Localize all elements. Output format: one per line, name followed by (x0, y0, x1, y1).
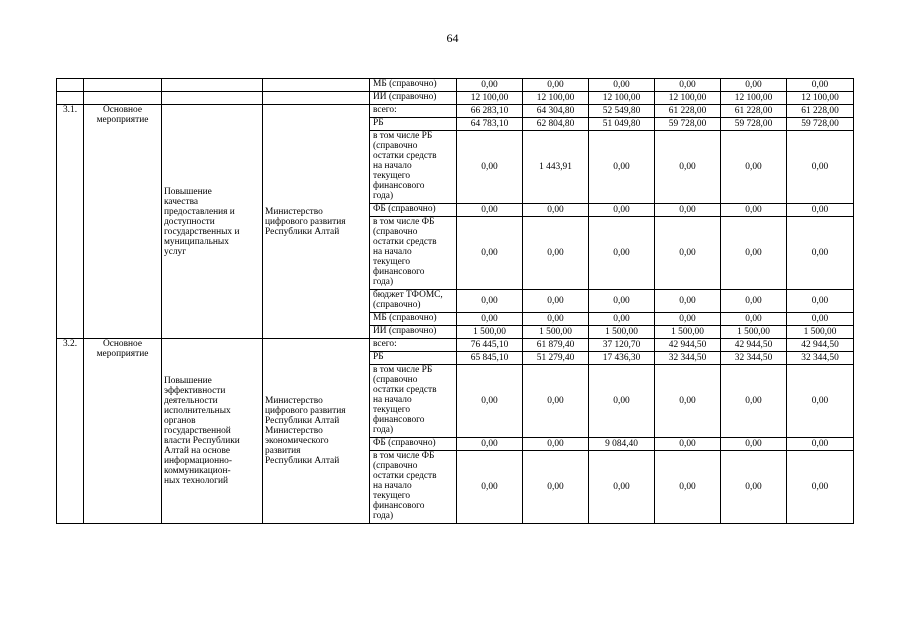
value-cell: 76 445,10 (457, 339, 523, 352)
value-cell: 0,00 (721, 79, 787, 92)
funding-source-cell: ФБ (справочно) (370, 204, 457, 217)
activity-type: Основное мероприятие (84, 105, 162, 339)
empty-cell (57, 92, 84, 105)
funding-source-cell: РБ (370, 352, 457, 365)
value-cell: 59 728,00 (721, 118, 787, 131)
value-cell: 0,00 (589, 313, 655, 326)
value-cell: 0,00 (589, 451, 655, 524)
value-cell: 0,00 (457, 217, 523, 290)
value-cell: 32 344,50 (787, 352, 854, 365)
value-cell: 0,00 (523, 217, 589, 290)
value-cell: 12 100,00 (457, 92, 523, 105)
activity-name: Повышение качества предоставления и доступности государственных и муниципальных услуг (162, 105, 263, 339)
value-cell: 0,00 (589, 365, 655, 438)
value-cell: 1 500,00 (721, 326, 787, 339)
value-cell: 0,00 (721, 290, 787, 313)
value-cell: 42 944,50 (787, 339, 854, 352)
value-cell: 0,00 (457, 365, 523, 438)
table-row (57, 339, 854, 352)
value-cell: 17 436,30 (589, 352, 655, 365)
value-cell: 61 879,40 (523, 339, 589, 352)
empty-cell (263, 79, 370, 92)
value-cell: 0,00 (787, 365, 854, 438)
funding-source-cell: МБ (справочно) (370, 313, 457, 326)
page-number: 64 (446, 31, 459, 45)
value-cell: 61 228,00 (721, 105, 787, 118)
value-cell: 0,00 (589, 217, 655, 290)
funding-source-cell: в том числе РБ (справочно остатки средств на начало текущего финансового года) (370, 365, 457, 438)
funding-source-cell: ФБ (справочно) (370, 438, 457, 451)
value-cell: 12 100,00 (721, 92, 787, 105)
empty-cell (84, 92, 162, 105)
value-cell: 0,00 (721, 313, 787, 326)
funding-source-cell: в том числе ФБ (справочно остатки средств на начало текущего финансового года) (370, 451, 457, 524)
value-cell: 65 845,10 (457, 352, 523, 365)
value-cell: 0,00 (655, 204, 721, 217)
value-cell: 52 549,80 (589, 105, 655, 118)
activity-code: 3.2. (57, 339, 84, 524)
value-cell: 12 100,00 (655, 92, 721, 105)
budget-table (56, 78, 854, 524)
empty-cell (162, 92, 263, 105)
value-cell: 0,00 (523, 204, 589, 217)
value-cell: 0,00 (787, 131, 854, 204)
funding-source-cell: всего: (370, 105, 457, 118)
value-cell: 0,00 (457, 451, 523, 524)
empty-cell (57, 79, 84, 92)
value-cell: 0,00 (721, 365, 787, 438)
value-cell: 1 500,00 (589, 326, 655, 339)
value-cell: 0,00 (787, 290, 854, 313)
value-cell: 0,00 (787, 204, 854, 217)
funding-source-cell: ИИ (справочно) (370, 326, 457, 339)
value-cell: 9 084,40 (589, 438, 655, 451)
value-cell: 61 228,00 (787, 105, 854, 118)
value-cell: 0,00 (523, 365, 589, 438)
value-cell: 0,00 (655, 451, 721, 524)
value-cell: 42 944,50 (655, 339, 721, 352)
value-cell: 1 500,00 (457, 326, 523, 339)
value-cell: 64 783,10 (457, 118, 523, 131)
funding-source-cell: ИИ (справочно) (370, 92, 457, 105)
funding-source-cell: МБ (справочно) (370, 79, 457, 92)
value-cell: 12 100,00 (589, 92, 655, 105)
table-row (57, 79, 854, 92)
value-cell: 0,00 (787, 217, 854, 290)
value-cell: 0,00 (655, 365, 721, 438)
activity-executor: Министерство цифрового развития Республики Алтай (263, 105, 370, 339)
value-cell: 0,00 (457, 79, 523, 92)
value-cell: 0,00 (523, 290, 589, 313)
empty-cell (84, 79, 162, 92)
value-cell: 59 728,00 (655, 118, 721, 131)
activity-executor: Министерство цифрового развития Республики Алтай Министерство экономического развития Республики Алтай (263, 339, 370, 524)
value-cell: 0,00 (523, 438, 589, 451)
activity-type: Основное мероприятие (84, 339, 162, 524)
value-cell: 0,00 (523, 451, 589, 524)
value-cell: 0,00 (589, 131, 655, 204)
funding-source-cell: бюджет ТФОМС, (справочно) (370, 290, 457, 313)
value-cell: 0,00 (589, 79, 655, 92)
value-cell: 66 283,10 (457, 105, 523, 118)
value-cell: 0,00 (655, 313, 721, 326)
value-cell: 1 500,00 (787, 326, 854, 339)
value-cell: 0,00 (787, 438, 854, 451)
value-cell: 0,00 (655, 438, 721, 451)
value-cell: 0,00 (787, 79, 854, 92)
value-cell: 61 228,00 (655, 105, 721, 118)
value-cell: 1 500,00 (655, 326, 721, 339)
funding-source-cell: в том числе ФБ (справочно остатки средств на начало текущего финансового года) (370, 217, 457, 290)
value-cell: 0,00 (787, 451, 854, 524)
value-cell: 0,00 (523, 79, 589, 92)
value-cell: 12 100,00 (523, 92, 589, 105)
value-cell: 51 279,40 (523, 352, 589, 365)
value-cell: 0,00 (655, 217, 721, 290)
table-row (57, 105, 854, 118)
value-cell: 64 304,80 (523, 105, 589, 118)
value-cell: 59 728,00 (787, 118, 854, 131)
value-cell: 1 443,91 (523, 131, 589, 204)
value-cell: 0,00 (457, 290, 523, 313)
funding-source-cell: РБ (370, 118, 457, 131)
value-cell: 0,00 (655, 131, 721, 204)
value-cell: 0,00 (721, 217, 787, 290)
value-cell: 0,00 (457, 313, 523, 326)
table-row (57, 92, 854, 105)
value-cell: 12 100,00 (787, 92, 854, 105)
value-cell: 0,00 (457, 438, 523, 451)
value-cell: 0,00 (721, 131, 787, 204)
value-cell: 0,00 (457, 131, 523, 204)
value-cell: 0,00 (523, 313, 589, 326)
value-cell: 51 049,80 (589, 118, 655, 131)
value-cell: 0,00 (589, 290, 655, 313)
value-cell: 37 120,70 (589, 339, 655, 352)
activity-code: 3.1. (57, 105, 84, 339)
funding-source-cell: в том числе РБ (справочно остатки средств на начало текущего финансового года) (370, 131, 457, 204)
activity-name: Повышение эффективности деятельности исполнительных органов государственной власти Республики Алтай на основе информационно- коммуникацион- ных технологий (162, 339, 263, 524)
table-body (57, 79, 854, 524)
value-cell: 42 944,50 (721, 339, 787, 352)
value-cell: 0,00 (721, 438, 787, 451)
value-cell: 0,00 (787, 313, 854, 326)
value-cell: 0,00 (655, 290, 721, 313)
value-cell: 0,00 (655, 79, 721, 92)
empty-cell (263, 92, 370, 105)
funding-source-cell: всего: (370, 339, 457, 352)
value-cell: 0,00 (721, 204, 787, 217)
value-cell: 0,00 (589, 204, 655, 217)
value-cell: 32 344,50 (655, 352, 721, 365)
value-cell: 1 500,00 (523, 326, 589, 339)
value-cell: 62 804,80 (523, 118, 589, 131)
value-cell: 32 344,50 (721, 352, 787, 365)
value-cell: 0,00 (457, 204, 523, 217)
value-cell: 0,00 (721, 451, 787, 524)
empty-cell (162, 79, 263, 92)
